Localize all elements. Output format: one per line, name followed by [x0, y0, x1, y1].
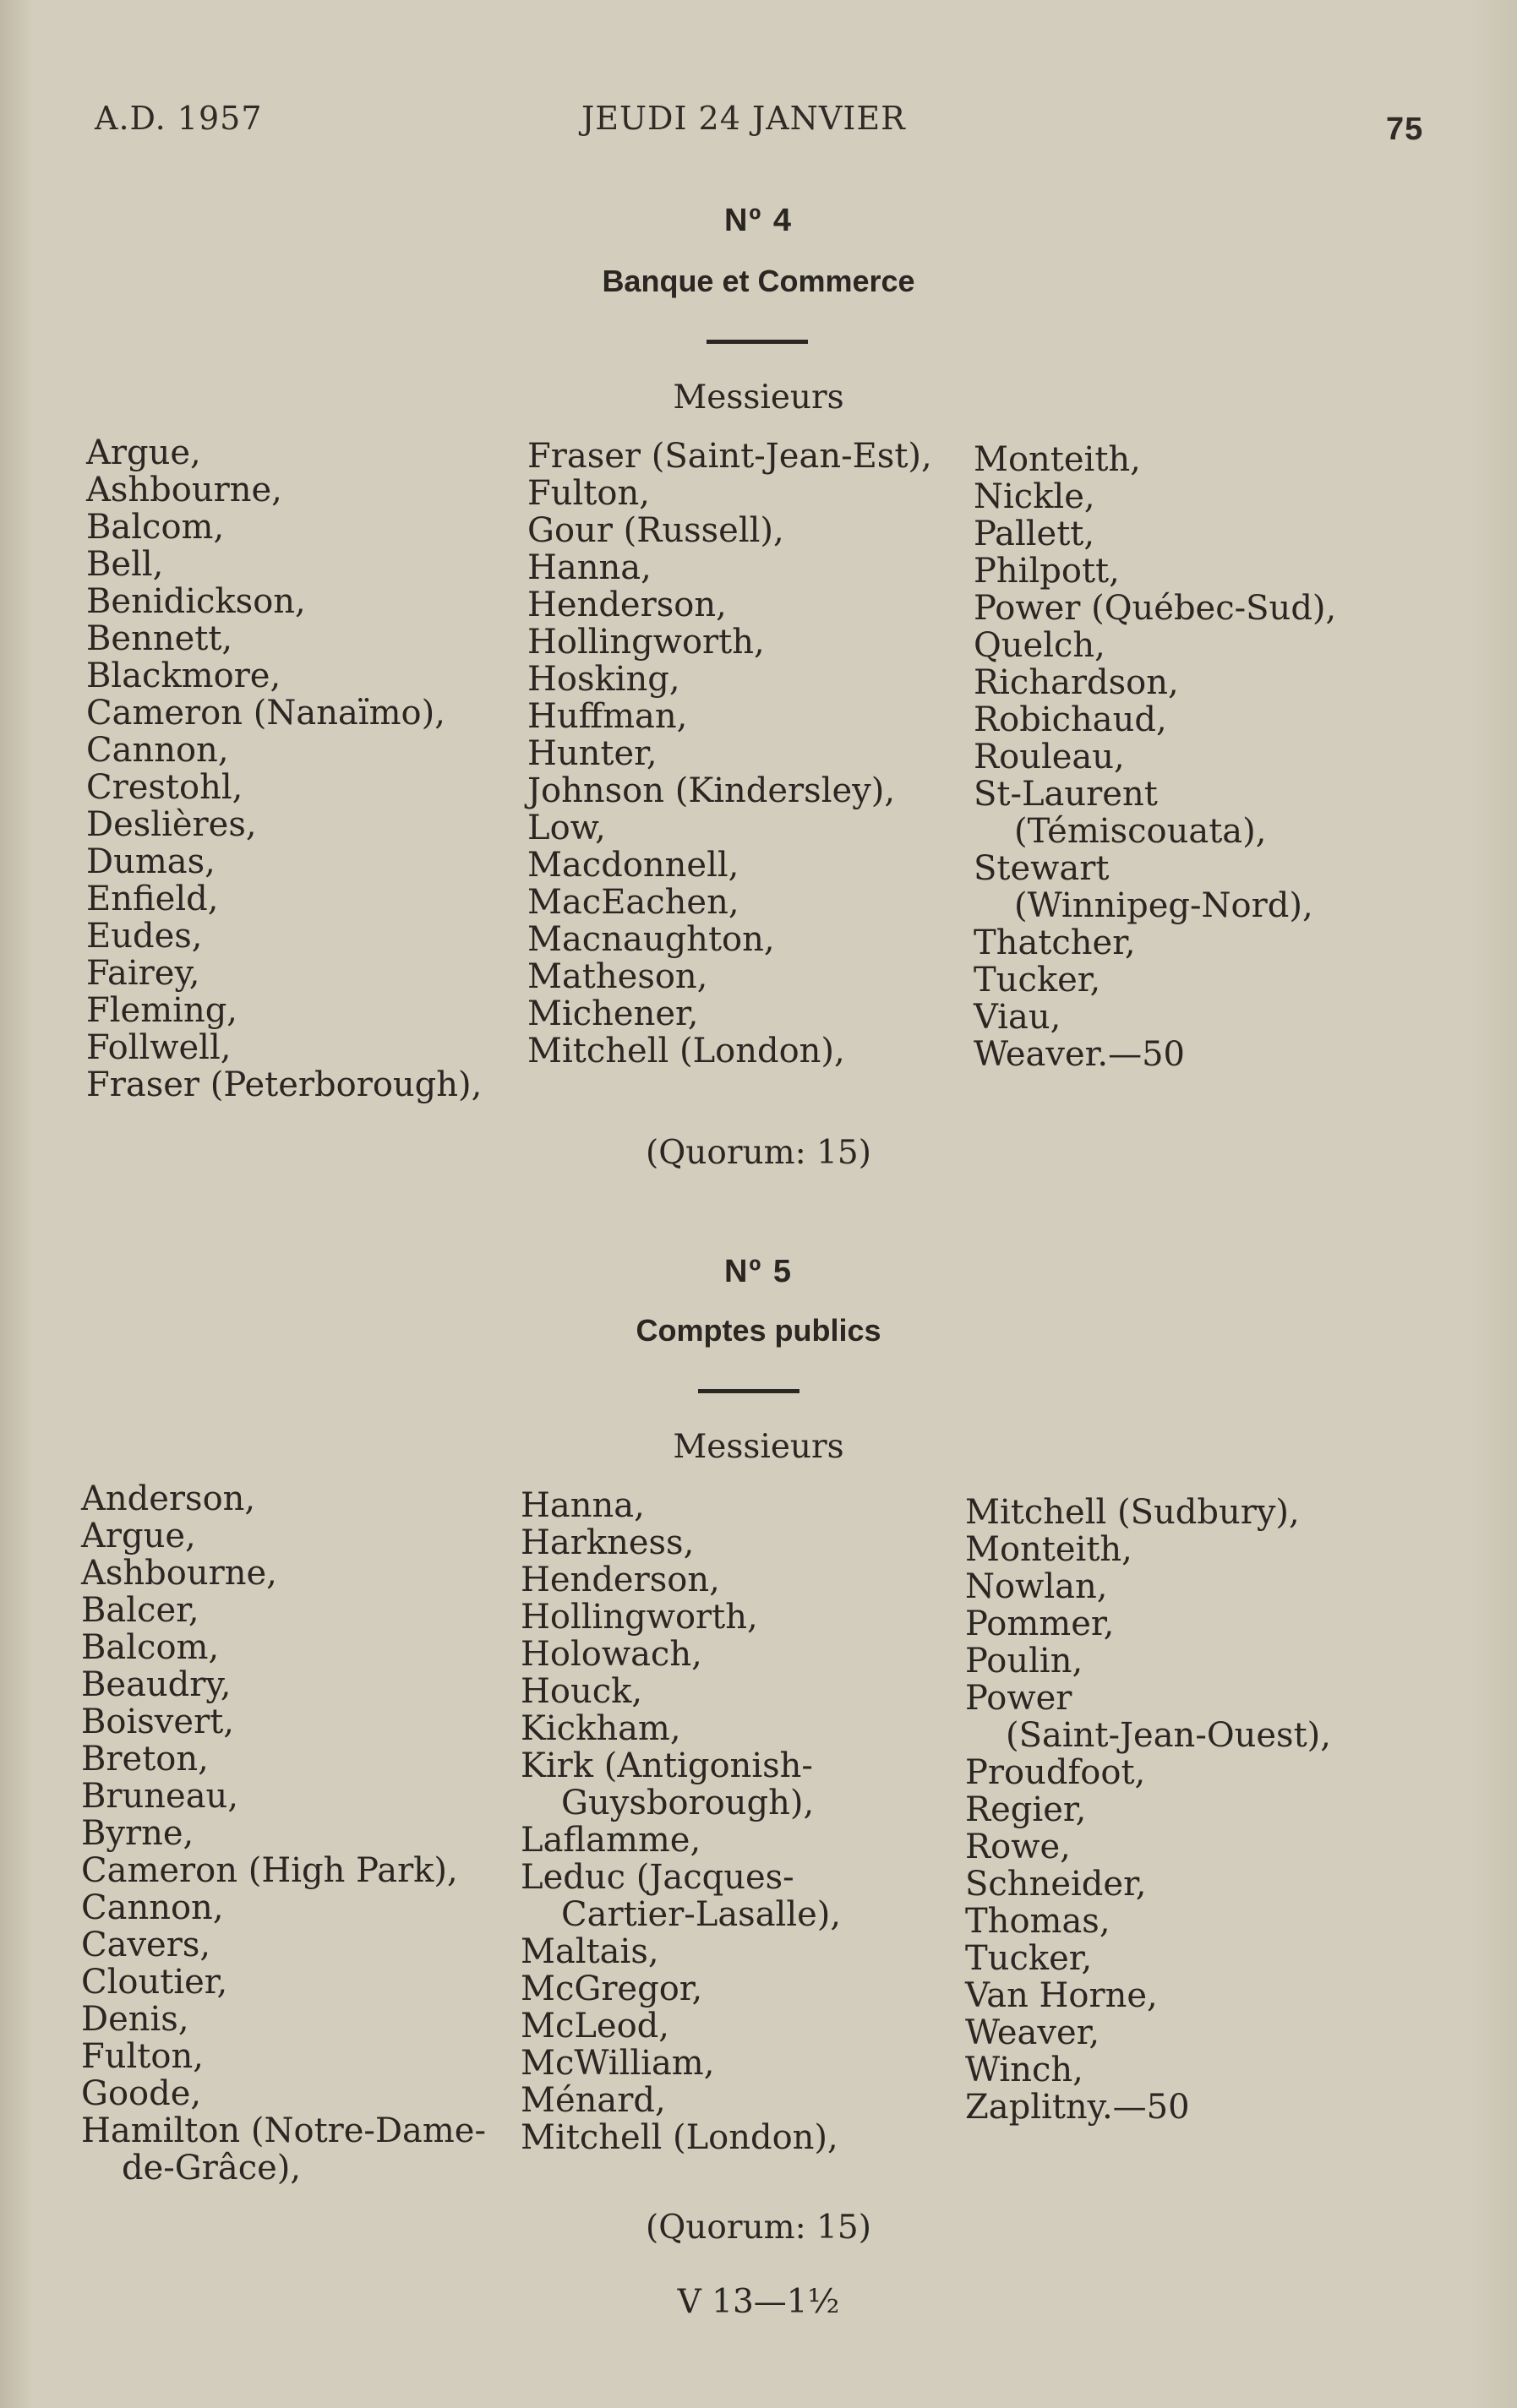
member-name: Richardson,	[974, 663, 1179, 702]
member-name: Van Horne,	[965, 1976, 1158, 2015]
member-name: Harkness,	[521, 1523, 695, 1562]
member-name: Philpott,	[974, 552, 1120, 591]
member-name: Byrne,	[81, 1814, 194, 1853]
member-name: Weaver.—50	[974, 1035, 1185, 1074]
member-name: Henderson,	[521, 1561, 720, 1599]
section-5-salutation: Messieurs	[673, 1428, 844, 1466]
member-name: McGregor,	[521, 1969, 703, 2008]
member-name: Laflamme,	[521, 1821, 701, 1860]
member-name: Fairey,	[86, 954, 200, 993]
member-name: Denis,	[81, 2000, 189, 2039]
member-name: Cameron (High Park),	[81, 1851, 458, 1890]
member-name: Enfield,	[86, 880, 219, 918]
member-name: Pallett,	[974, 515, 1095, 553]
member-name: Dumas,	[86, 842, 216, 881]
section-5-number: Nº 5	[723, 1254, 793, 1289]
section-5-column-1	[81, 1480, 486, 2187]
member-name: Kickham,	[521, 1709, 681, 1748]
member-name: (Saint-Jean-Ouest),	[1006, 1716, 1331, 1755]
member-name: Mitchell (London),	[521, 2118, 838, 2157]
section-5-rule	[698, 1389, 799, 1393]
member-name: Bell,	[86, 545, 164, 584]
member-name: Argue,	[81, 1517, 196, 1555]
section-4-column-1	[86, 434, 482, 1103]
member-name: Matheson,	[527, 957, 708, 996]
member-name: Huffman,	[527, 697, 688, 736]
member-name: Argue,	[86, 433, 201, 472]
member-name: Ashbourne,	[81, 1554, 277, 1593]
member-name: Robichaud,	[974, 700, 1167, 739]
member-name: Goode,	[81, 2074, 202, 2113]
member-name: McLeod,	[521, 2007, 669, 2046]
member-name: Regier,	[965, 1790, 1087, 1829]
member-name: Viau,	[974, 998, 1061, 1037]
member-name: Fleming,	[86, 991, 238, 1030]
member-name: Fraser (Peterborough),	[86, 1065, 483, 1104]
section-4-column-2	[527, 438, 932, 1070]
section-5-column-3	[965, 1494, 1331, 2126]
member-name: Fulton,	[527, 474, 650, 513]
member-name: Breton,	[81, 1740, 209, 1779]
member-name: Tucker,	[965, 1939, 1093, 1978]
member-name: Poulin,	[965, 1642, 1083, 1681]
member-name: Nickle,	[974, 477, 1095, 516]
member-name: Fraser (Saint-Jean-Est),	[527, 437, 932, 476]
member-name: Hollingworth,	[521, 1598, 758, 1637]
member-name: Hanna,	[521, 1486, 645, 1525]
member-name: Benidickson,	[86, 582, 306, 621]
signature-mark: V 13—1½	[677, 2283, 840, 2321]
member-name: Hollingworth,	[527, 623, 765, 662]
member-name: Power (Québec-Sud),	[974, 589, 1337, 628]
member-name: Monteith,	[974, 440, 1141, 479]
member-name: Low,	[527, 809, 606, 847]
section-5-quorum: (Quorum: 15)	[646, 2209, 871, 2247]
member-name: Rowe,	[965, 1828, 1071, 1866]
member-name: Quelch,	[974, 626, 1105, 665]
member-name: Boisvert,	[81, 1702, 234, 1741]
member-name: Cloutier,	[81, 1963, 228, 2002]
member-name: Power	[965, 1679, 1072, 1718]
member-name: Follwell,	[86, 1028, 232, 1067]
member-name: Fulton,	[81, 2037, 204, 2076]
member-name: St-Laurent	[974, 775, 1158, 814]
section-4-title: Banque et Commerce	[602, 264, 915, 298]
section-5-title: Comptes publics	[636, 1313, 881, 1348]
member-name: Bruneau,	[81, 1777, 239, 1816]
member-name: Mitchell (Sudbury),	[965, 1493, 1300, 1532]
member-name: Anderson,	[81, 1479, 256, 1518]
member-name: Pommer,	[965, 1604, 1115, 1643]
member-name: Thatcher,	[974, 923, 1136, 962]
member-name: McWilliam,	[521, 2044, 715, 2083]
section-4-salutation: Messieurs	[673, 379, 844, 417]
member-name: Blackmore,	[86, 656, 281, 695]
member-name: Monteith,	[965, 1530, 1132, 1569]
section-4-quorum: (Quorum: 15)	[646, 1134, 871, 1172]
member-name: Balcom,	[86, 508, 225, 547]
member-name: Zaplitny.—50	[965, 2088, 1190, 2127]
member-name: Cannon,	[81, 1888, 224, 1927]
member-name: Cannon,	[86, 731, 229, 770]
member-name: Cameron (Nanaïmo),	[86, 694, 445, 733]
member-name: (Winnipeg-Nord),	[1014, 886, 1313, 925]
member-name: Leduc (Jacques-	[521, 1858, 794, 1897]
member-name: Weaver,	[965, 2013, 1100, 2052]
section-4-rule	[707, 340, 808, 344]
member-name: Ménard,	[521, 2081, 666, 2120]
running-head-date: JEUDI 24 JANVIER	[581, 100, 906, 137]
member-name: Crestohl,	[86, 768, 243, 807]
member-name: Macdonnell,	[527, 846, 739, 885]
member-name: Winch,	[965, 2051, 1083, 2089]
member-name: Cartier-Lasalle),	[561, 1895, 842, 1934]
member-name: MacEachen,	[527, 883, 739, 922]
member-name: (Témiscouata),	[1014, 812, 1267, 851]
section-4-column-3	[974, 441, 1336, 1073]
member-name: de-Grâce),	[122, 2149, 302, 2187]
member-name: Michener,	[527, 994, 699, 1033]
member-name: Houck,	[521, 1672, 643, 1711]
section-5-column-2	[521, 1487, 841, 2156]
member-name: Hunter,	[527, 734, 658, 773]
member-name: Guysborough),	[561, 1784, 815, 1822]
member-name: Mitchell (London),	[527, 1032, 845, 1071]
member-name: Eudes,	[86, 917, 203, 956]
member-name: Thomas,	[965, 1902, 1110, 1941]
member-name: Hanna,	[527, 548, 652, 587]
running-head-year: A.D. 1957	[95, 100, 263, 137]
member-name: Nowlan,	[965, 1567, 1108, 1606]
member-name: Proudfoot,	[965, 1753, 1146, 1792]
member-name: Holowach,	[521, 1635, 702, 1674]
member-name: Stewart	[974, 849, 1110, 888]
member-name: Bennett,	[86, 619, 233, 658]
section-4-number: Nº 4	[723, 203, 793, 238]
member-name: Balcer,	[81, 1591, 199, 1630]
member-name: Maltais,	[521, 1932, 659, 1971]
member-name: Ashbourne,	[86, 471, 282, 509]
member-name: Schneider,	[965, 1865, 1147, 1904]
member-name: Tucker,	[974, 961, 1101, 1000]
member-name: Deslières,	[86, 805, 257, 844]
member-name: Gour (Russell),	[527, 511, 784, 550]
member-name: Cavers,	[81, 1926, 211, 1964]
member-name: Hamilton (Notre-Dame-	[81, 2111, 486, 2150]
member-name: Macnaughton,	[527, 920, 775, 959]
member-name: Hosking,	[527, 660, 680, 699]
member-name: Henderson,	[527, 586, 727, 624]
member-name: Kirk (Antigonish-	[521, 1746, 813, 1785]
member-name: Johnson (Kindersley),	[527, 771, 896, 810]
member-name: Beaudry,	[81, 1665, 232, 1704]
member-name: Rouleau,	[974, 738, 1125, 776]
member-name: Balcom,	[81, 1628, 220, 1667]
page-number: 75	[1386, 112, 1424, 147]
